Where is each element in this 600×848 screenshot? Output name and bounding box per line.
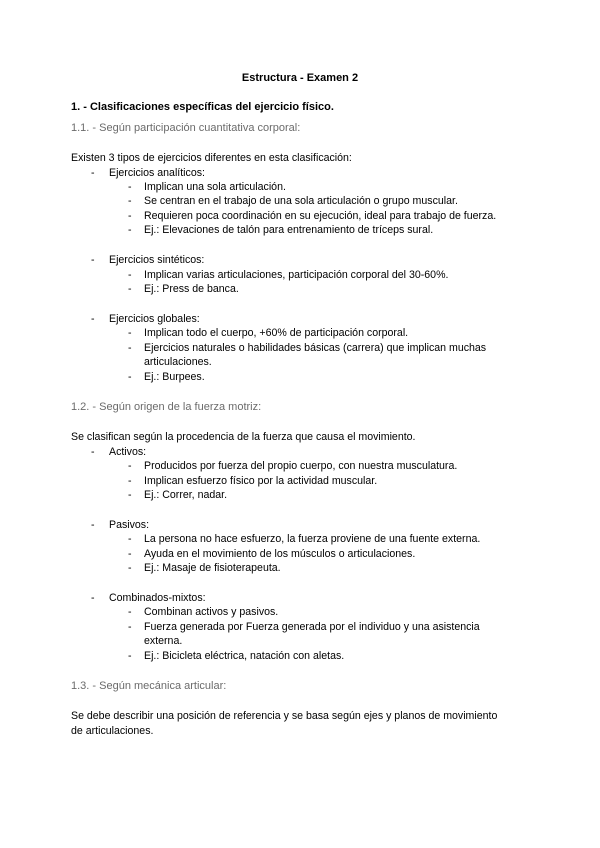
list-item: Ej.: Elevaciones de talón para entrenamiento de tríceps sural. [144, 224, 434, 236]
bullet-dash: - [128, 210, 132, 222]
list-item: Ej.: Bicicleta eléctrica, natación con aletas. [144, 650, 345, 662]
subsection-title: 1.1. - Según participación cuantitativa corporal: [71, 122, 301, 134]
list-item: Ej.: Burpees. [144, 371, 205, 383]
bullet-dash: - [128, 621, 132, 633]
list-item-continuation: externa. [144, 635, 183, 647]
bullet-dash: - [91, 167, 95, 179]
bullet-dash: - [128, 475, 132, 487]
list-item: Producidos por fuerza del propio cuerpo, con nuestra musculatura. [144, 460, 458, 472]
list-label: Ejercicios globales: [109, 313, 200, 325]
bullet-dash: - [128, 562, 132, 574]
list-item: Ej.: Press de banca. [144, 283, 239, 295]
bullet-dash: - [91, 446, 95, 458]
bullet-dash: - [128, 283, 132, 295]
bullet-dash: - [128, 606, 132, 618]
list-item: Combinan activos y pasivos. [144, 606, 279, 618]
bullet-dash: - [128, 269, 132, 281]
bullet-dash: - [91, 592, 95, 604]
list-item: Se centran en el trabajo de una sola articulación o grupo muscular. [144, 195, 458, 207]
list-item: Ejercicios naturales o habilidades básicas (carrera) que implican muchas [144, 342, 487, 354]
list-label: Activos: [109, 446, 147, 458]
bullet-dash: - [128, 489, 132, 501]
bullet-dash: - [128, 224, 132, 236]
list-item: Implican todo el cuerpo, +60% de participación corporal. [144, 327, 409, 339]
subsection-title: 1.3. - Según mecánica articular: [71, 680, 227, 692]
document-title: Estructura - Examen 2 [241, 72, 359, 84]
list-item: Ej.: Correr, nadar. [144, 489, 228, 501]
paragraph-line: de articulaciones. [71, 725, 154, 737]
list-item: Ej.: Masaje de fisioterapeuta. [144, 562, 281, 574]
bullet-dash: - [128, 548, 132, 560]
bullet-dash: - [128, 371, 132, 383]
list-item: Implican varias articulaciones, participación corporal del 30-60%. [144, 269, 449, 281]
list-label: Combinados-mixtos: [109, 592, 206, 604]
bullet-dash: - [128, 342, 132, 354]
list-item: Implican esfuerzo físico por la actividad muscular. [144, 475, 378, 487]
list-item: Fuerza generada por Fuerza generada por el individuo y una asistencia [144, 621, 480, 633]
list-label: Ejercicios analíticos: [109, 167, 205, 179]
list-label: Pasivos: [109, 519, 150, 531]
bullet-dash: - [91, 313, 95, 325]
bullet-dash: - [128, 195, 132, 207]
bullet-dash: - [91, 519, 95, 531]
section-heading: 1. - Clasificaciones específicas del ejercicio físico. [71, 101, 334, 113]
paragraph: Existen 3 tipos de ejercicios diferentes en esta clasificación: [71, 152, 352, 164]
bullet-dash: - [128, 460, 132, 472]
list-item: Ayuda en el movimiento de los músculos o articulaciones. [144, 548, 416, 560]
bullet-dash: - [128, 327, 132, 339]
list-item: Requieren poca coordinación en su ejecución, ideal para trabajo de fuerza. [144, 210, 497, 222]
bullet-dash: - [128, 650, 132, 662]
list-item: La persona no hace esfuerzo, la fuerza proviene de una fuente externa. [144, 533, 481, 545]
bullet-dash: - [91, 254, 95, 266]
list-item: Implican una sola articulación. [144, 181, 286, 193]
list-label: Ejercicios sintéticos: [109, 254, 205, 266]
bullet-dash: - [128, 533, 132, 545]
subsection-title: 1.2. - Según origen de la fuerza motriz: [71, 401, 262, 413]
paragraph-line: Se debe describir una posición de referencia y se basa según ejes y planos de movimiento [71, 710, 498, 722]
list-item-continuation: articulaciones. [144, 356, 212, 368]
bullet-dash: - [128, 181, 132, 193]
paragraph: Se clasifican según la procedencia de la fuerza que causa el movimiento. [71, 431, 416, 443]
